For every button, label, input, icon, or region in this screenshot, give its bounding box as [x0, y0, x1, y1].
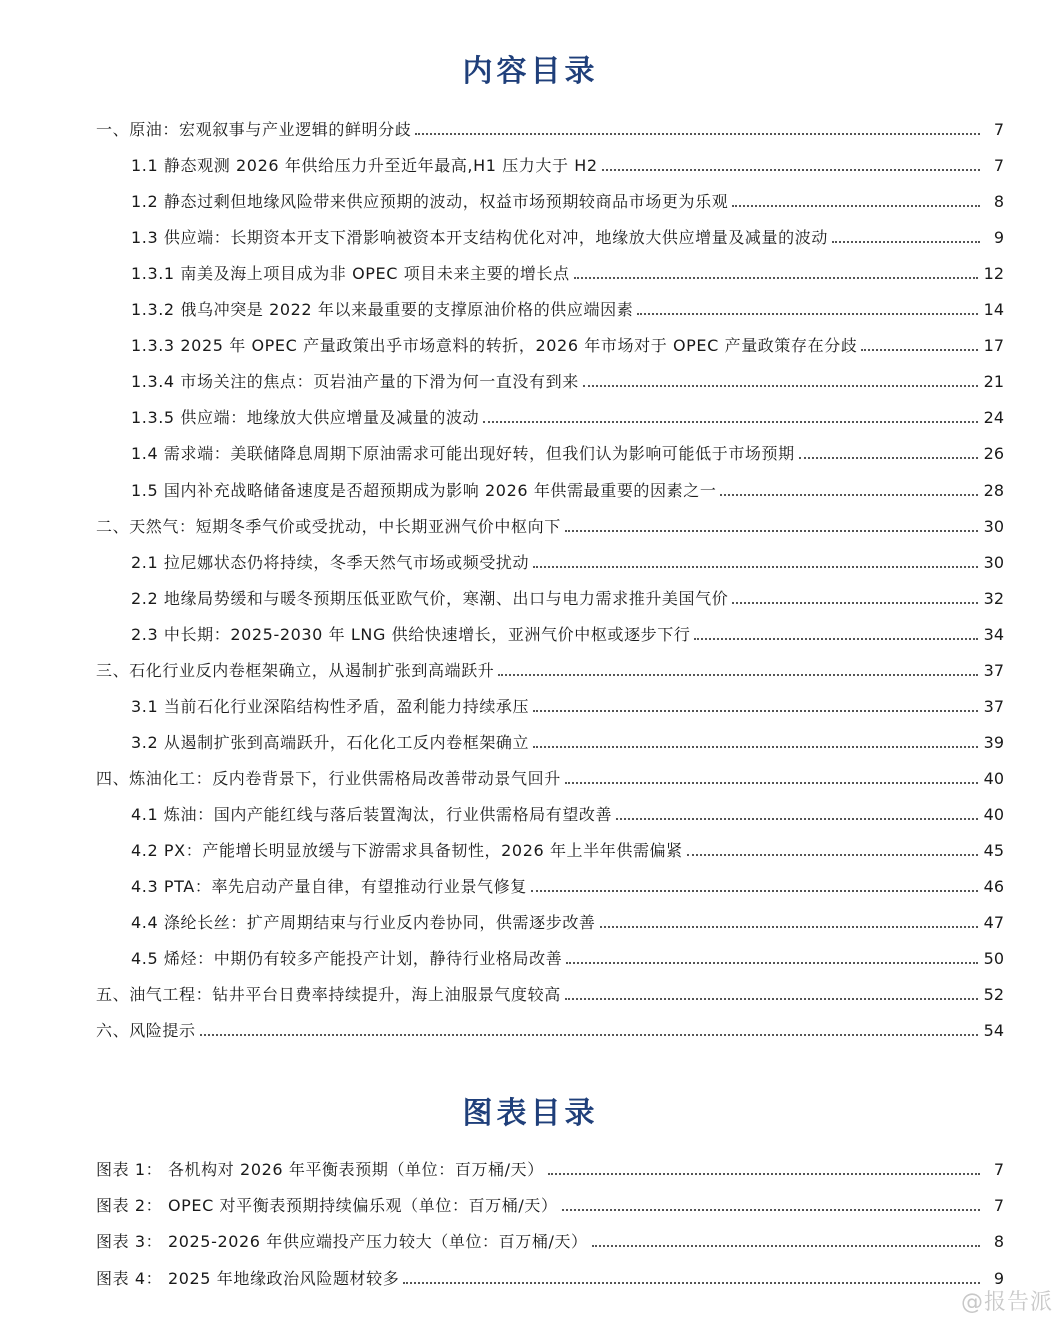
page-number: 7 — [993, 1196, 1004, 1216]
figure-entry[interactable] — [96, 1194, 1004, 1216]
dot-leader — [565, 983, 978, 1000]
page-number: 7 — [993, 1160, 1004, 1179]
page-number: 46 — [983, 877, 1004, 897]
figure-entry[interactable] — [96, 1158, 1004, 1180]
dot-leader — [602, 154, 980, 171]
entry-label: 六、风险提示 — [96, 1021, 196, 1041]
page-number: 37 — [983, 660, 1004, 680]
page-number: 12 — [983, 264, 1004, 284]
toc-subsection-entry[interactable] — [131, 875, 1004, 897]
toc-subsection-entry[interactable] — [131, 370, 1004, 392]
toc-subsection-entry[interactable] — [131, 406, 1004, 428]
entry-label: 1.3.4 市场关注的焦点：页岩油产量的下滑为何一直没有到来 — [131, 372, 579, 392]
page-number: 54 — [983, 1021, 1004, 1041]
toc-section-entry[interactable] — [96, 515, 1004, 537]
toc-subsection-entry[interactable] — [131, 262, 1004, 284]
dot-leader — [566, 947, 977, 964]
toc-subsection-entry[interactable] — [131, 623, 1004, 645]
toc-subsection-entry[interactable] — [131, 154, 1004, 176]
dot-leader — [548, 1158, 980, 1175]
dot-leader — [732, 190, 980, 207]
page-number: 26 — [983, 444, 1004, 464]
page-number: 52 — [983, 985, 1004, 1005]
page-number: 9 — [993, 1268, 1004, 1288]
dot-leader — [200, 1019, 978, 1036]
dot-leader — [799, 442, 978, 459]
page-number: 30 — [983, 516, 1004, 536]
dot-leader — [533, 695, 978, 712]
dot-leader — [533, 731, 978, 748]
entry-label: 1.3.1 南美及海上项目成为非 OPEC 项目未来主要的增长点 — [131, 264, 570, 284]
toc-section-entry[interactable] — [96, 983, 1004, 1005]
dot-leader — [498, 659, 977, 676]
entry-label: 4.5 烯烃：中期仍有较多产能投产计划，静待行业格局改善 — [131, 949, 563, 969]
entry-label: 一、原油：宏观叙事与产业逻辑的鲜明分歧 — [96, 120, 412, 139]
dot-leader — [415, 118, 980, 135]
dot-leader — [694, 623, 977, 640]
entry-label: 二、天然气：短期冬季气价或受扰动，中长期亚洲气价中枢向下 — [96, 516, 561, 536]
dot-leader — [637, 298, 977, 315]
dot-leader — [531, 875, 978, 892]
page-number: 24 — [983, 408, 1004, 428]
toc-section-entry[interactable] — [96, 1019, 1004, 1041]
dot-leader — [687, 839, 978, 856]
page-number: 40 — [983, 768, 1004, 788]
entry-label: 1.4 需求端：美联储降息周期下原油需求可能出现好转，但我们认为影响可能低于市场预期 — [131, 444, 795, 464]
dot-leader — [403, 1267, 980, 1284]
entry-label: 1.2 静态过剩但地缘风险带来供应预期的波动，权益市场预期较商品市场更为乐观 — [131, 192, 729, 212]
dot-leader — [720, 479, 977, 496]
page-number: 21 — [983, 372, 1004, 392]
page-number: 45 — [983, 841, 1004, 860]
entry-label: 1.3.3 2025 年 OPEC 产量政策出乎市场意料的转折，2026 年市场对于 OPEC 产量政策存在分歧 — [131, 336, 858, 356]
toc-subsection-entry[interactable] — [131, 551, 1004, 573]
toc-subsection-entry[interactable] — [131, 442, 1004, 464]
entry-label: 1.3.2 俄乌冲突是 2022 年以来最重要的支撑原油价格的供应端因素 — [131, 300, 634, 320]
toc-subsection-entry[interactable] — [131, 911, 1004, 933]
dot-leader — [861, 334, 977, 351]
entry-label: 4.2 PX：产能增长明显放缓与下游需求具备韧性，2026 年上半年供需偏紧 — [131, 841, 683, 860]
page-number: 47 — [983, 913, 1004, 933]
page-number: 14 — [983, 300, 1004, 320]
dot-leader — [616, 803, 978, 820]
entry-label: 2.2 地缘局势缓和与暖冬预期压低亚欧气价，寒潮、出口与电力需求推升美国气价 — [131, 588, 729, 608]
dot-leader — [600, 911, 978, 928]
toc-subsection-entry[interactable] — [131, 190, 1004, 212]
toc-section-entry[interactable] — [96, 659, 1004, 681]
entry-label: 图表 3： 2025-2026 年供应端投产压力较大（单位：百万桶/天） — [96, 1232, 588, 1252]
entry-label: 五、油气工程：钻井平台日费率持续提升，海上油服景气度较高 — [96, 985, 561, 1005]
page-number: 8 — [993, 1232, 1004, 1252]
toc-subsection-entry[interactable] — [131, 587, 1004, 609]
toc-subsection-entry[interactable] — [131, 695, 1004, 717]
entry-label: 1.5 国内补充战略储备速度是否超预期成为影响 2026 年供需最重要的因素之一 — [131, 480, 717, 500]
toc-section-entry[interactable] — [96, 118, 1004, 140]
page-number: 39 — [983, 732, 1004, 752]
entry-label: 2.1 拉尼娜状态仍将持续，冬季天然气市场或频受扰动 — [131, 552, 530, 572]
toc-subsection-entry[interactable] — [131, 334, 1004, 356]
entry-label: 2.3 中长期：2025-2030 年 LNG 供给快速增长，亚洲气价中枢或逐步下行 — [131, 624, 691, 644]
toc-section-entry[interactable] — [96, 767, 1004, 789]
toc-subsection-entry[interactable] — [131, 298, 1004, 320]
page-number: 8 — [993, 192, 1004, 212]
page-number: 7 — [993, 156, 1004, 176]
entry-label: 4.3 PTA：率先启动产量自律，有望推动行业景气修复 — [131, 877, 527, 897]
toc-subsection-entry[interactable] — [131, 839, 1004, 861]
page-number: 28 — [983, 480, 1004, 500]
page-number: 34 — [983, 624, 1004, 644]
page-number: 40 — [983, 804, 1004, 824]
toc-subsection-entry[interactable] — [131, 731, 1004, 753]
page-number: 50 — [983, 949, 1004, 969]
entry-label: 图表 1： 各机构对 2026 年平衡表预期（单位：百万桶/天） — [96, 1160, 544, 1179]
entry-label: 4.1 炼油：国内产能红线与落后装置淘汰，行业供需格局有望改善 — [131, 804, 613, 824]
figure-entry[interactable] — [96, 1230, 1004, 1252]
dot-leader — [583, 370, 978, 387]
toc-title: 内容目录 — [462, 54, 599, 89]
entry-label: 图表 4： 2025 年地缘政治风险题材较多 — [96, 1268, 400, 1288]
figure-list-title: 图表目录 — [462, 1096, 599, 1131]
page-number: 9 — [993, 228, 1004, 248]
page-number: 32 — [983, 588, 1004, 608]
entry-label: 1.3.5 供应端：地缘放大供应增量及减量的波动 — [131, 408, 480, 428]
dot-leader — [483, 406, 977, 423]
page-number: 37 — [983, 696, 1004, 716]
toc-subsection-entry[interactable] — [131, 479, 1004, 501]
toc-subsection-entry[interactable] — [131, 947, 1004, 969]
page-number: 7 — [993, 120, 1004, 139]
toc-subsection-entry[interactable] — [131, 226, 1004, 248]
entry-label: 三、石化行业反内卷框架确立，从遏制扩张到高端跃升 — [96, 660, 495, 680]
figure-entry[interactable] — [96, 1267, 1004, 1289]
entry-label: 3.1 当前石化行业深陷结构性矛盾，盈利能力持续承压 — [131, 696, 530, 716]
watermark: @报告派 — [960, 1290, 1053, 1315]
entry-label: 图表 2： OPEC 对平衡表预期持续偏乐观（单位：百万桶/天） — [96, 1196, 558, 1216]
toc-subsection-entry[interactable] — [131, 803, 1004, 825]
dot-leader — [562, 1194, 980, 1211]
dot-leader — [574, 262, 978, 279]
entry-label: 四、炼油化工：反内卷背景下，行业供需格局改善带动景气回升 — [96, 768, 561, 788]
dot-leader — [832, 226, 980, 243]
dot-leader — [565, 515, 978, 532]
entry-label: 1.3 供应端：长期资本开支下滑影响被资本开支结构优化对冲，地缘放大供应增量及减量的波动 — [131, 228, 828, 248]
entry-label: 3.2 从遏制扩张到高端跃升，石化化工反内卷框架确立 — [131, 732, 530, 752]
dot-leader — [592, 1230, 980, 1247]
page-number: 30 — [983, 552, 1004, 572]
dot-leader — [565, 767, 978, 784]
entry-label: 4.4 涤纶长丝：扩产周期结束与行业反内卷协同，供需逐步改善 — [131, 913, 596, 933]
page-number: 17 — [983, 336, 1004, 356]
entry-label: 1.1 静态观测 2026 年供给压力升至近年最高,H1 压力大于 H2 — [131, 156, 598, 176]
dot-leader — [533, 551, 978, 568]
dot-leader — [732, 587, 977, 604]
